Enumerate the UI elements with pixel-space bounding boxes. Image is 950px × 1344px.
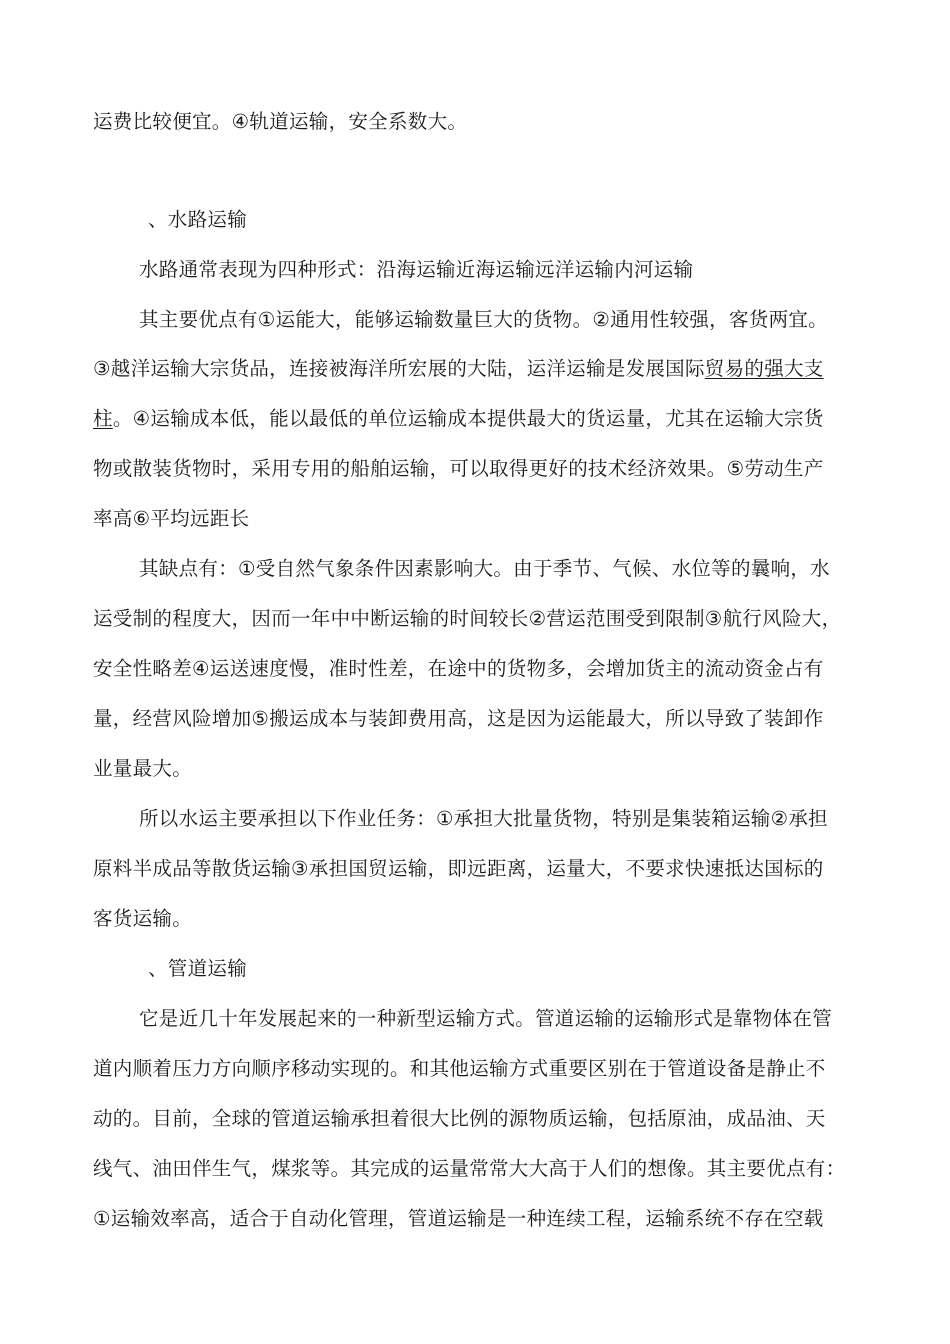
text-line: 物或散装货物时，采用专用的船舶运输，可以取得更好的技术经济效果。⑤劳动生产: [93, 457, 824, 480]
text-line: 率高⑥平均远距长: [93, 507, 250, 530]
text-line: 水路通常表现为四种形式：沿海运输近海运输远洋运输内河运输: [139, 258, 694, 281]
underlined-text: 柱: [93, 407, 113, 430]
underlined-text: 贸易的强大支: [704, 357, 824, 380]
text-line: 所以水运主要承担以下作业任务：①承担大批量货物，特别是集装箱运输②承担: [139, 807, 828, 830]
section-heading-water-transport: 、水路运输: [148, 208, 248, 231]
text-line: ③越洋运输大宗货品，连接被海洋所宏展的大陆，运洋运输是发展国际贸易的强大支: [93, 357, 824, 380]
text-line: 安全性略差④运送速度慢，准时性差，在途中的货物多，会增加货主的流动资金占有: [93, 657, 824, 680]
text-line: 动的。目前，全球的管道运输承担着很大比例的源物质运输，包括原油，成品油、天: [93, 1107, 826, 1130]
text-line: ①运输效率高，适合于自动化管理，管道运输是一种连续工程，运输系统不存在空载: [93, 1207, 824, 1230]
text-line: 柱。④运输成本低，能以最低的单位运输成本提供最大的货运量，尤其在运输大宗货: [93, 407, 824, 430]
text-line: 运费比较便宜。④轨道运输，安全系数大。: [93, 110, 468, 133]
text-line: 它是近几十年发展起来的一种新型运输方式。管道运输的运输形式是靠物体在管: [139, 1007, 833, 1030]
text-line: 道内顺着压力方向顺序移动实现的。和其他运输方式重要区别在于管道设备是静止不: [93, 1057, 826, 1080]
text-line: 客货运输。: [93, 907, 193, 930]
text-line: 线气、油田伴生气，煤浆等。其完成的运量常常大大高于人们的想像。其主要优点有：: [93, 1157, 846, 1180]
text-line: 原料半成品等散货运输③承担国贸运输，即远距离，运量大，不要求快速抵达国标的: [93, 857, 824, 880]
text-line: 运受制的程度大，因而一年中中断运输的时间较长②营运范围受到限制③航行风险大，: [93, 607, 842, 630]
text-line: 量，经营风险增加⑤搬运成本与装卸费用高，这是因为运能最大，所以导致了装卸作: [93, 707, 824, 730]
text-line: 其主要优点有①运能大，能够运输数量巨大的货物。②通用性较强，客货两宜。: [139, 308, 828, 331]
text-line: 其缺点有：①受自然气象条件因素影响大。由于季节、气候、水位等的曩响，水: [139, 557, 830, 580]
section-heading-pipeline-transport: 、管道运输: [148, 957, 248, 980]
text-line: 业量最大。: [93, 757, 193, 780]
